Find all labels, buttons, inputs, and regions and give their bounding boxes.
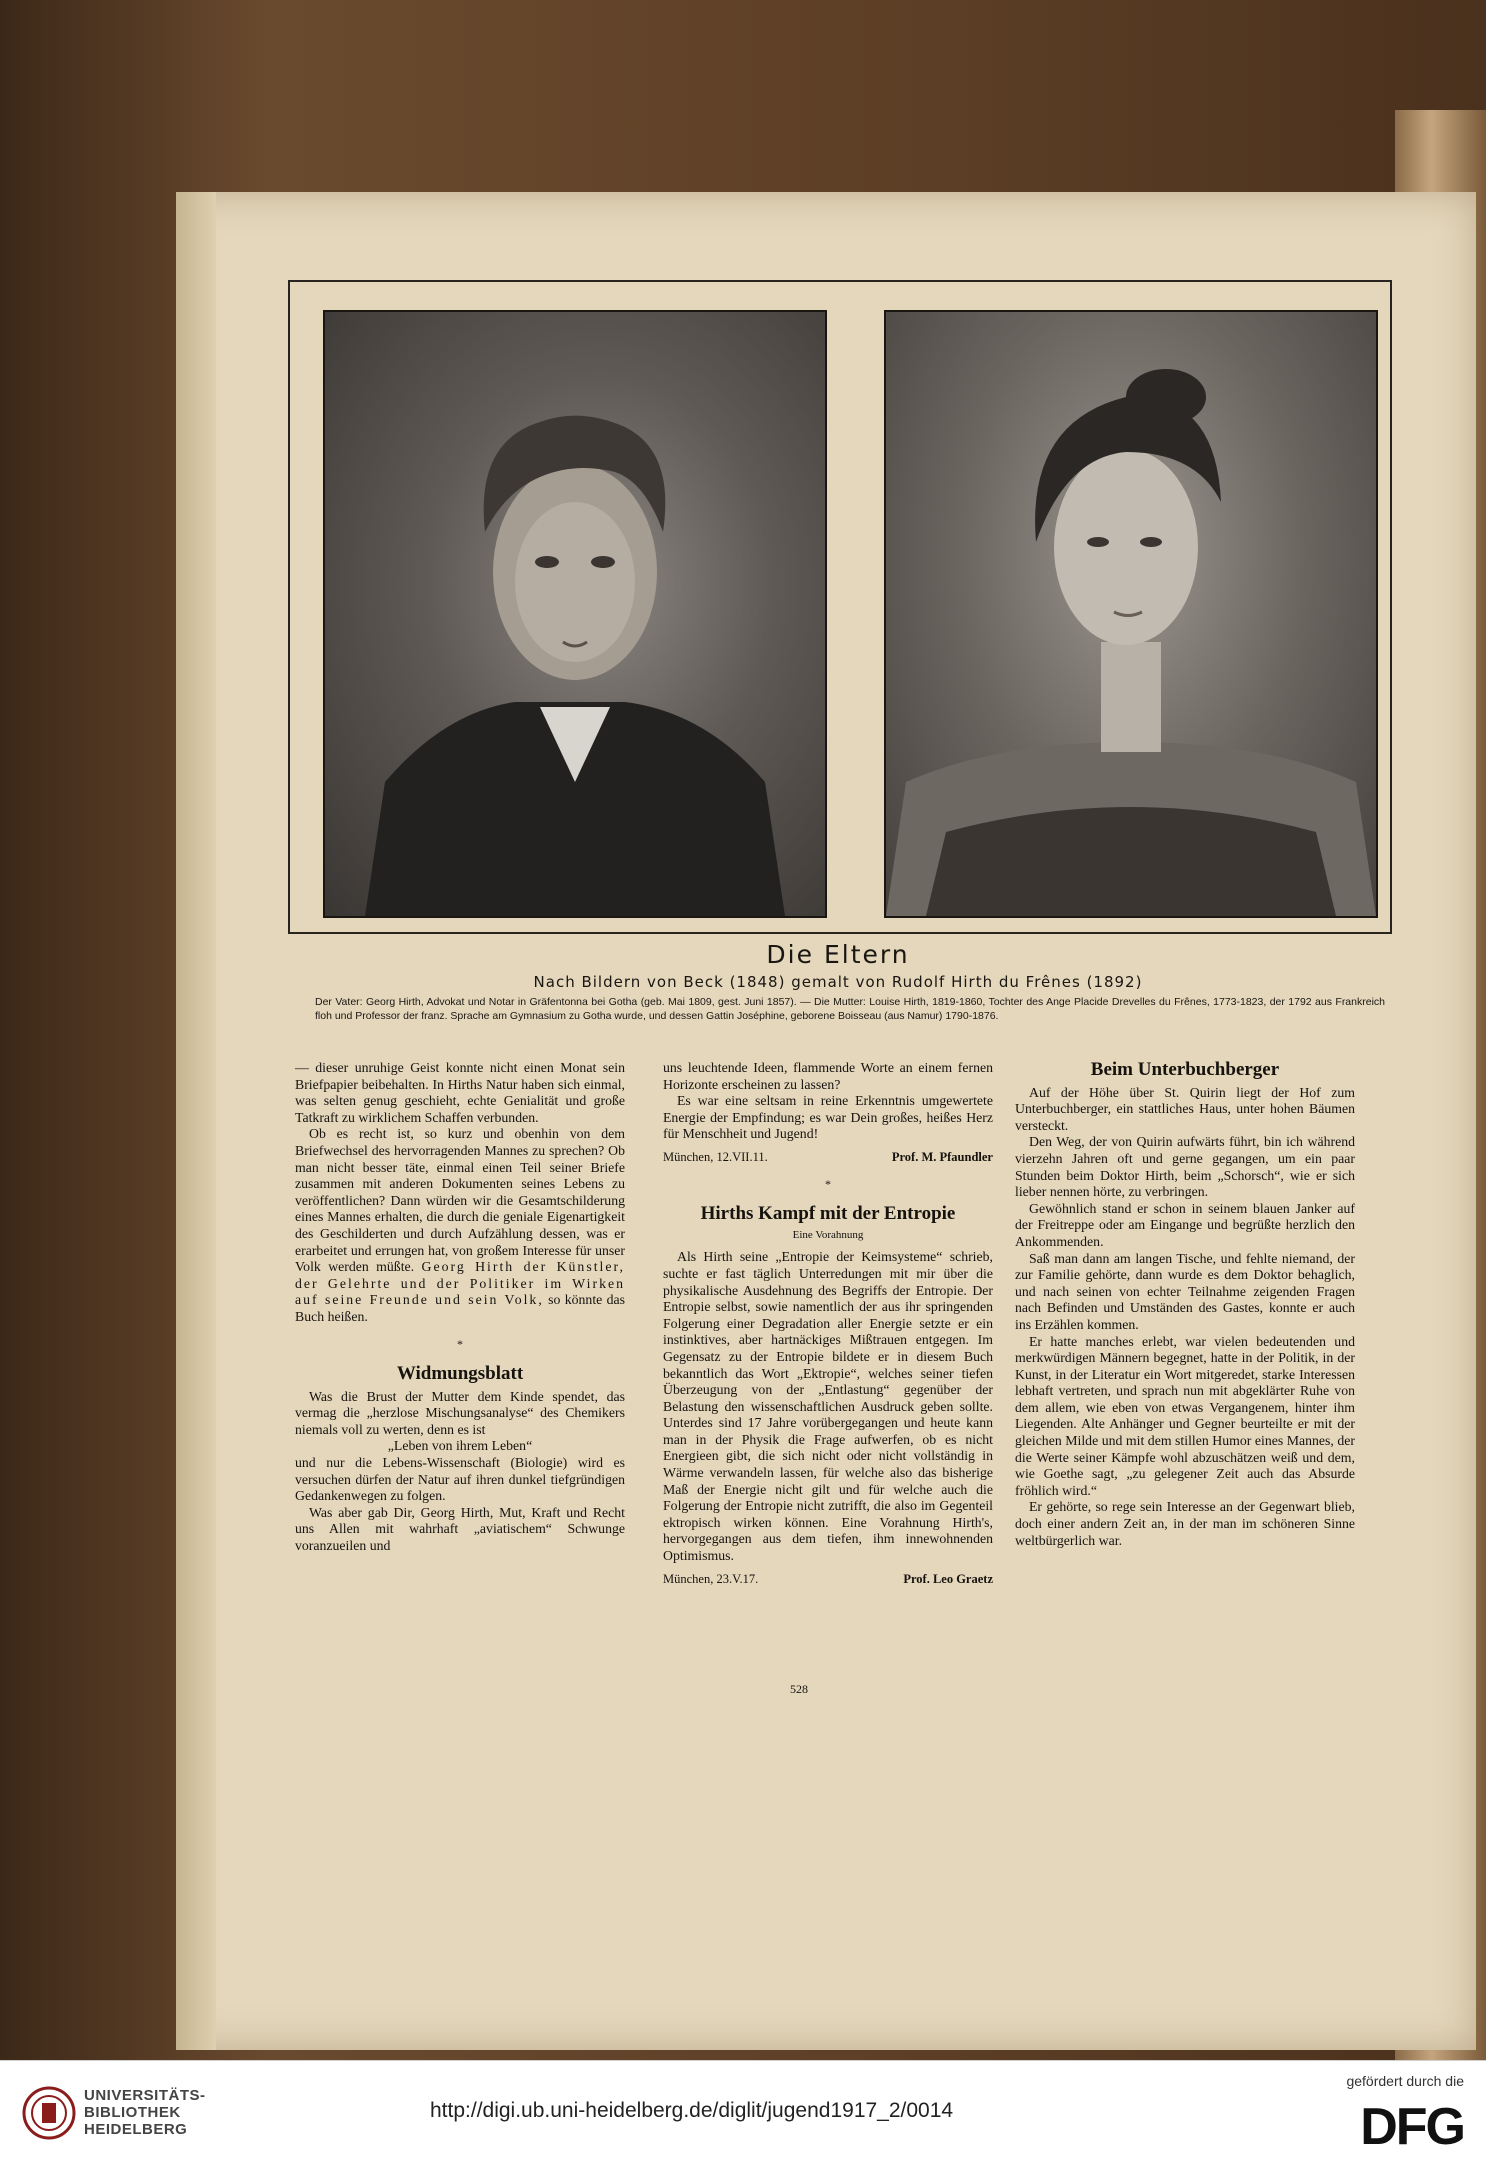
paragraph: Auf der Höhe über St. Quirin liegt der Hof zum Unterbuchberger, ein stattliches Haus, unter hohen Bäumen versteckt. xyxy=(1015,1084,1355,1133)
signature-name: Prof. Leo Graetz xyxy=(903,1571,993,1586)
section-heading: Hirths Kampf mit der Entropie xyxy=(700,1203,956,1225)
column-left xyxy=(295,1060,625,1555)
paragraph-text: Ob es recht ist, so kurz und obenhin von dem Briefwechsel des hervorragenden Mannes zu sprechen? Ob man nicht besser täte, einmal einen Teil seiner Briefe zusammen mit anderen Dokumenten seines Lebens zu veröffentlichen? Dann würden wir die Gesamtschilderung eines Mannes erhalten, die durch die geniale Eigenartigkeit des Geschilderten und durch Aufzählung dessen, was er erarbeitet und errungen hat, von großem Interesse für unser Volk werden müßte. xyxy=(295,1126,625,1275)
paragraph: — dieser unruhige Geist konnte nicht einen Monat sein Briefpapier beibehalten. In Hirths Natur haben sich einmal, was selten genug geschieht, echte Genialität und große Tatkraft zu wirklichem Schaffen verbunden. xyxy=(295,1060,625,1125)
paragraph-text: so könnte das Buch heißen. xyxy=(295,1292,626,1324)
page-binding xyxy=(176,192,216,2050)
paragraph: Gewöhnlich stand er schon in seinem blauen Janker auf der Freitreppe oder am Eingange und begrüßte herzlich den Ankommenden. xyxy=(1015,1200,1355,1249)
section-subheading: Eine Vorahnung xyxy=(792,1228,864,1241)
signature-place: München, 12.VII.11. xyxy=(663,1149,768,1164)
permalink-url[interactable]: http://digi.ub.uni-heidelberg.de/diglit/jugend1917_2/0014 xyxy=(430,2099,954,2122)
paragraph: Was die Brust der Mutter dem Kinde spendet, das vermag die „herzlose Mischungsanalyse“ des Chemikers niemals voll zu werten, denn es ist xyxy=(295,1388,625,1437)
signature-place: München, 23.V.17. xyxy=(663,1571,759,1586)
section-divider: * xyxy=(825,1176,831,1191)
paragraph: uns leuchtende Ideen, flammende Worte an einem fernen Horizonte erscheinen zu lassen? xyxy=(663,1060,993,1092)
signature xyxy=(663,1149,993,1166)
paragraph: Er hatte manches erlebt, war vielen bedeutenden und merkwürdigen Männern begegnet, hatte in der Politik, in der Kunst, in der Literatur ein Wort mitgeredet, starke Interessen lebhaft vertreten, und sprach nun mit abgeklärter Ruhe von dem allem, wie eben von etwas Vergangenem, hinter ihm Liegenden. Alte Anhänger und Gegner beurteilte er mit der gleichen Milde und mit dem stillen Humor eines Mannes, der die Werte seiner Kämpfe wohl abzuschätzen weiß und dem, wie Goethe sagt, „zu gelegener Zeit auch das Absurde fröhlich wird.“ xyxy=(1015,1333,1355,1498)
section-divider: * xyxy=(457,1336,463,1351)
signature xyxy=(663,1571,993,1588)
paragraph: Es war eine seltsam in reine Erkenntnis umgewertete Energie der Empfindung; es war Dein großes, heißes Herz für Menschheit und Jugend! xyxy=(663,1093,993,1142)
book-title-spaced: Georg Hirth der Künstler, der Gelehrte und der Politiker im Wirken auf seine Freunde und sein Volk, xyxy=(295,1259,625,1308)
mother-portrait xyxy=(884,310,1378,918)
institution-name xyxy=(84,2087,206,2138)
paragraph: und nur die Lebens-Wissenschaft (Biologie) wird es versuchen dürfen der Natur auf ihren dunkel tiefgründigen Gedankenwegen zu folgen. xyxy=(295,1455,625,1504)
institution-line: BIBLIOTHEK xyxy=(84,2104,181,2121)
section-heading: Beim Unterbuchberger xyxy=(1090,1059,1280,1080)
paragraph: Als Hirth seine „Entropie der Keimsysteme“ schrieb, suchte er fast täglich Unterredungen mit mir über die physikalische Ausdehnung des Begriffs der Entropie. Der Entropie selbst, sowie namentlich der aus ihr springenden Folgerung einer Degradation aller Energie setzte er ein instinktives, aber hartnäckiges Mißtrauen entgegen. Im Gegensatz zu der Entropie bildete er in diesem Buch bekanntlich das Wort „Ektropie“, welches seiner tiefen Überzeugung von der „Entlastung“ gegenüber der Belastung den wissenschaftlichen Ausdruck geben sollte. Unterdes sind 17 Jahre vorübergegangen und heute kann man in der Physik die Frage aufwerfen, ob es nicht Energieen gibt, die sich nicht oder nicht vollständig in Wärme verwandeln lassen, für welche also das bisherige Maß der Energie nicht gilt und für welche auch die Folgerung der Entropie nicht zutrifft, die also im Gegenteil ektropisch wirken können. Eine Vorahnung Hirth's, hervorgegangen aus dem tiefen, ihm innewohnenden Optimismus. xyxy=(663,1249,993,1564)
plate-title: Die Eltern xyxy=(766,940,910,969)
quote: „Leben von ihrem Leben“ xyxy=(387,1438,533,1454)
viewer-footer xyxy=(0,2060,1486,2164)
signature-name: Prof. M. Pfaundler xyxy=(891,1149,993,1164)
paragraph: Den Weg, der von Quirin aufwärts führt, bin ich während vierzehn Jahren oft und gerne gegangen, um ein paar Stunden beim Doktor Hirth, beim „Schorsch“, wie er sich lieber nennen hörte, zu verbringen. xyxy=(1015,1134,1355,1200)
university-seal-icon xyxy=(22,2085,76,2141)
plate-caption: Der Vater: Georg Hirth, Advokat und Notar in Gräfentonna bei Gotha (geb. Mai 1809, gest. Juni 1857). — Die Mutter: Louise Hirth, 1819-1860, Tochter des Ange Placide Drevelles du Frênes, 1773-1823, der 1792 aus Frankreich floh und Professor der franz. Sprache am Gymnasium zu Gotha wurde, und dessen Gattin Joséphine, geborene Boisseau (aus Namur) 1790-1876. xyxy=(315,996,1385,1022)
plate-subtitle: Nach Bildern von Beck (1848) gemalt von Rudolf Hirth du Frênes (1892) xyxy=(533,973,1143,991)
paragraph: Saß man dann am langen Tische, und fehlte niemand, der zur Familie gehörte, dann wurde es dem Doktor behaglich, und nach seinen von echter Teilnahme zeigenden Fragen nach Befinden und Umständen des Gastes, konnte er auch ins Erzählen kommen. xyxy=(1015,1250,1355,1332)
column-right xyxy=(1015,1060,1355,1549)
column-middle xyxy=(663,1060,993,1587)
page-number: 528 xyxy=(790,1682,808,1696)
father-portrait xyxy=(323,310,827,918)
paragraph: Er gehörte, so rege sein Interesse an der Gegenwart blieb, doch einer andern Zeit an, in der man im schöneren Sinne weltbürgerlich war. xyxy=(1015,1499,1355,1548)
dfg-logo: DFG xyxy=(1360,2098,1464,2156)
paragraph xyxy=(295,1126,625,1325)
institution-line: UNIVERSITÄTS- xyxy=(84,2087,206,2104)
paragraph: Was aber gab Dir, Georg Hirth, Mut, Kraft und Recht uns Allen mit wahrhaft „aviatischem“ Schwunge voranzueilen und xyxy=(295,1504,625,1554)
funding-note: gefördert durch die xyxy=(1346,2073,1464,2089)
institution-line: HEIDELBERG xyxy=(84,2121,188,2138)
section-heading: Widmungsblatt xyxy=(396,1363,524,1385)
